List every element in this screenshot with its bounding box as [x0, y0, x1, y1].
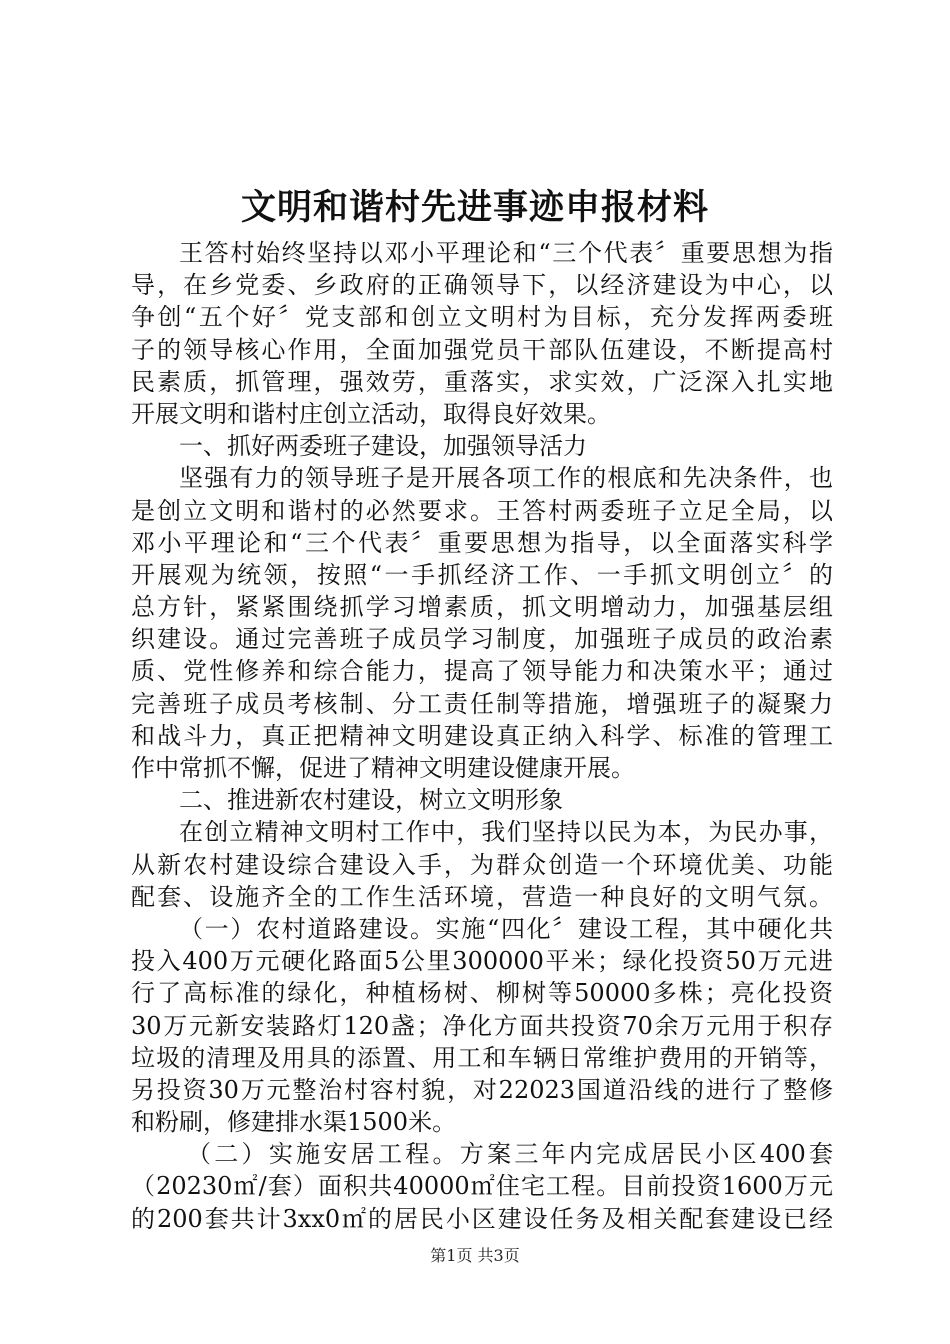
- text-line: 总方针，紧紧围绕抓学习增素质，抓文明增动力，加强基层组: [131, 593, 833, 622]
- text-line: （20230㎡/套）面积共40000㎡住宅工程。目前投资1600万元: [131, 1172, 833, 1201]
- text-line: 二、推进新农村建设，树立文明形象: [179, 786, 563, 815]
- text-line: 和战斗力，真正把精神文明建设真正纳入科学、标准的管理工: [131, 721, 833, 750]
- text-line: 的200套共计3xx0㎡的居民小区建设任务及相关配套建设已经: [131, 1204, 833, 1233]
- text-line: 开展文明和谐村庄创立活动，取得良好效果。: [131, 399, 611, 428]
- document-body: [131, 237, 833, 1235]
- text-line: 行了高标准的绿化，种植杨树、柳树等50000多株；亮化投资: [131, 979, 833, 1008]
- text-line: 从新农村建设综合建设入手，为群众创造一个环境优美、功能: [131, 850, 833, 879]
- page-footer: 第1页 共3页: [430, 1246, 520, 1265]
- text-line: 30万元新安装路灯120盏；净化方面共投资70余万元用于积存: [131, 1011, 833, 1040]
- text-line: 作中常抓不懈，促进了精神文明建设健康开展。: [131, 754, 635, 782]
- text-line: 在创立精神文明村工作中，我们坚持以民为本，为民办事，: [179, 818, 833, 847]
- text-line: 王答村始终坚持以邓小平理论和“三个代表〞重要思想为指: [179, 239, 833, 267]
- text-line: 开展观为统领，按照“一手抓经济工作、一手抓文明创立〞的: [131, 560, 833, 589]
- text-line: 导，在乡党委、乡政府的正确领导下，以经济建设为中心，以: [131, 271, 833, 300]
- text-line: 邓小平理论和“三个代表〞重要思想为指导，以全面落实科学: [131, 528, 833, 557]
- text-line: 垃圾的清理及用具的添置、用工和车辆日常维护费用的开销等，: [131, 1043, 833, 1072]
- text-line: （二）实施安居工程。方案三年内完成居民小区400套: [187, 1140, 833, 1169]
- text-line: 完善班子成员考核制、分工责任制等措施，增强班子的凝聚力: [131, 689, 833, 718]
- text-line: 织建设。通过完善班子成员学习制度，加强班子成员的政治素: [131, 625, 833, 654]
- text-line: 子的领导核心作用，全面加强党员干部队伍建设，不断提高村: [131, 335, 833, 364]
- text-line: 争创“五个好〞党支部和创立文明村为目标，充分发挥两委班: [131, 303, 833, 332]
- text-line: （一）农村道路建设。实施“四化〞建设工程，其中硬化共: [179, 914, 833, 943]
- text-line: 是创立文明和谐村的必然要求。王答村两委班子立足全局，以: [131, 496, 833, 525]
- document-title: 文明和谐村先进事迹申报材料: [240, 187, 709, 228]
- text-line: 另投资30万元整治村容村貌，对22023国道沿线的进行了整修: [131, 1075, 833, 1104]
- text-line: 坚强有力的领导班子是开展各项工作的根底和先决条件，也: [179, 464, 833, 493]
- text-line: 配套、设施齐全的工作生活环境，营造一种良好的文明气氛。: [131, 882, 833, 911]
- text-line: 一、抓好两委班子建设，加强领导活力: [179, 432, 587, 461]
- text-line: 民素质，抓管理，强效劳，重落实，求实效，广泛深入扎实地: [131, 367, 833, 396]
- text-line: 和粉刷，修建排水渠1500米。: [131, 1108, 457, 1137]
- text-line: 质、党性修养和综合能力，提高了领导能力和决策水平；通过: [131, 657, 833, 686]
- text-line: 投入400万元硬化路面5公里300000平米；绿化投资50万元进: [131, 947, 833, 976]
